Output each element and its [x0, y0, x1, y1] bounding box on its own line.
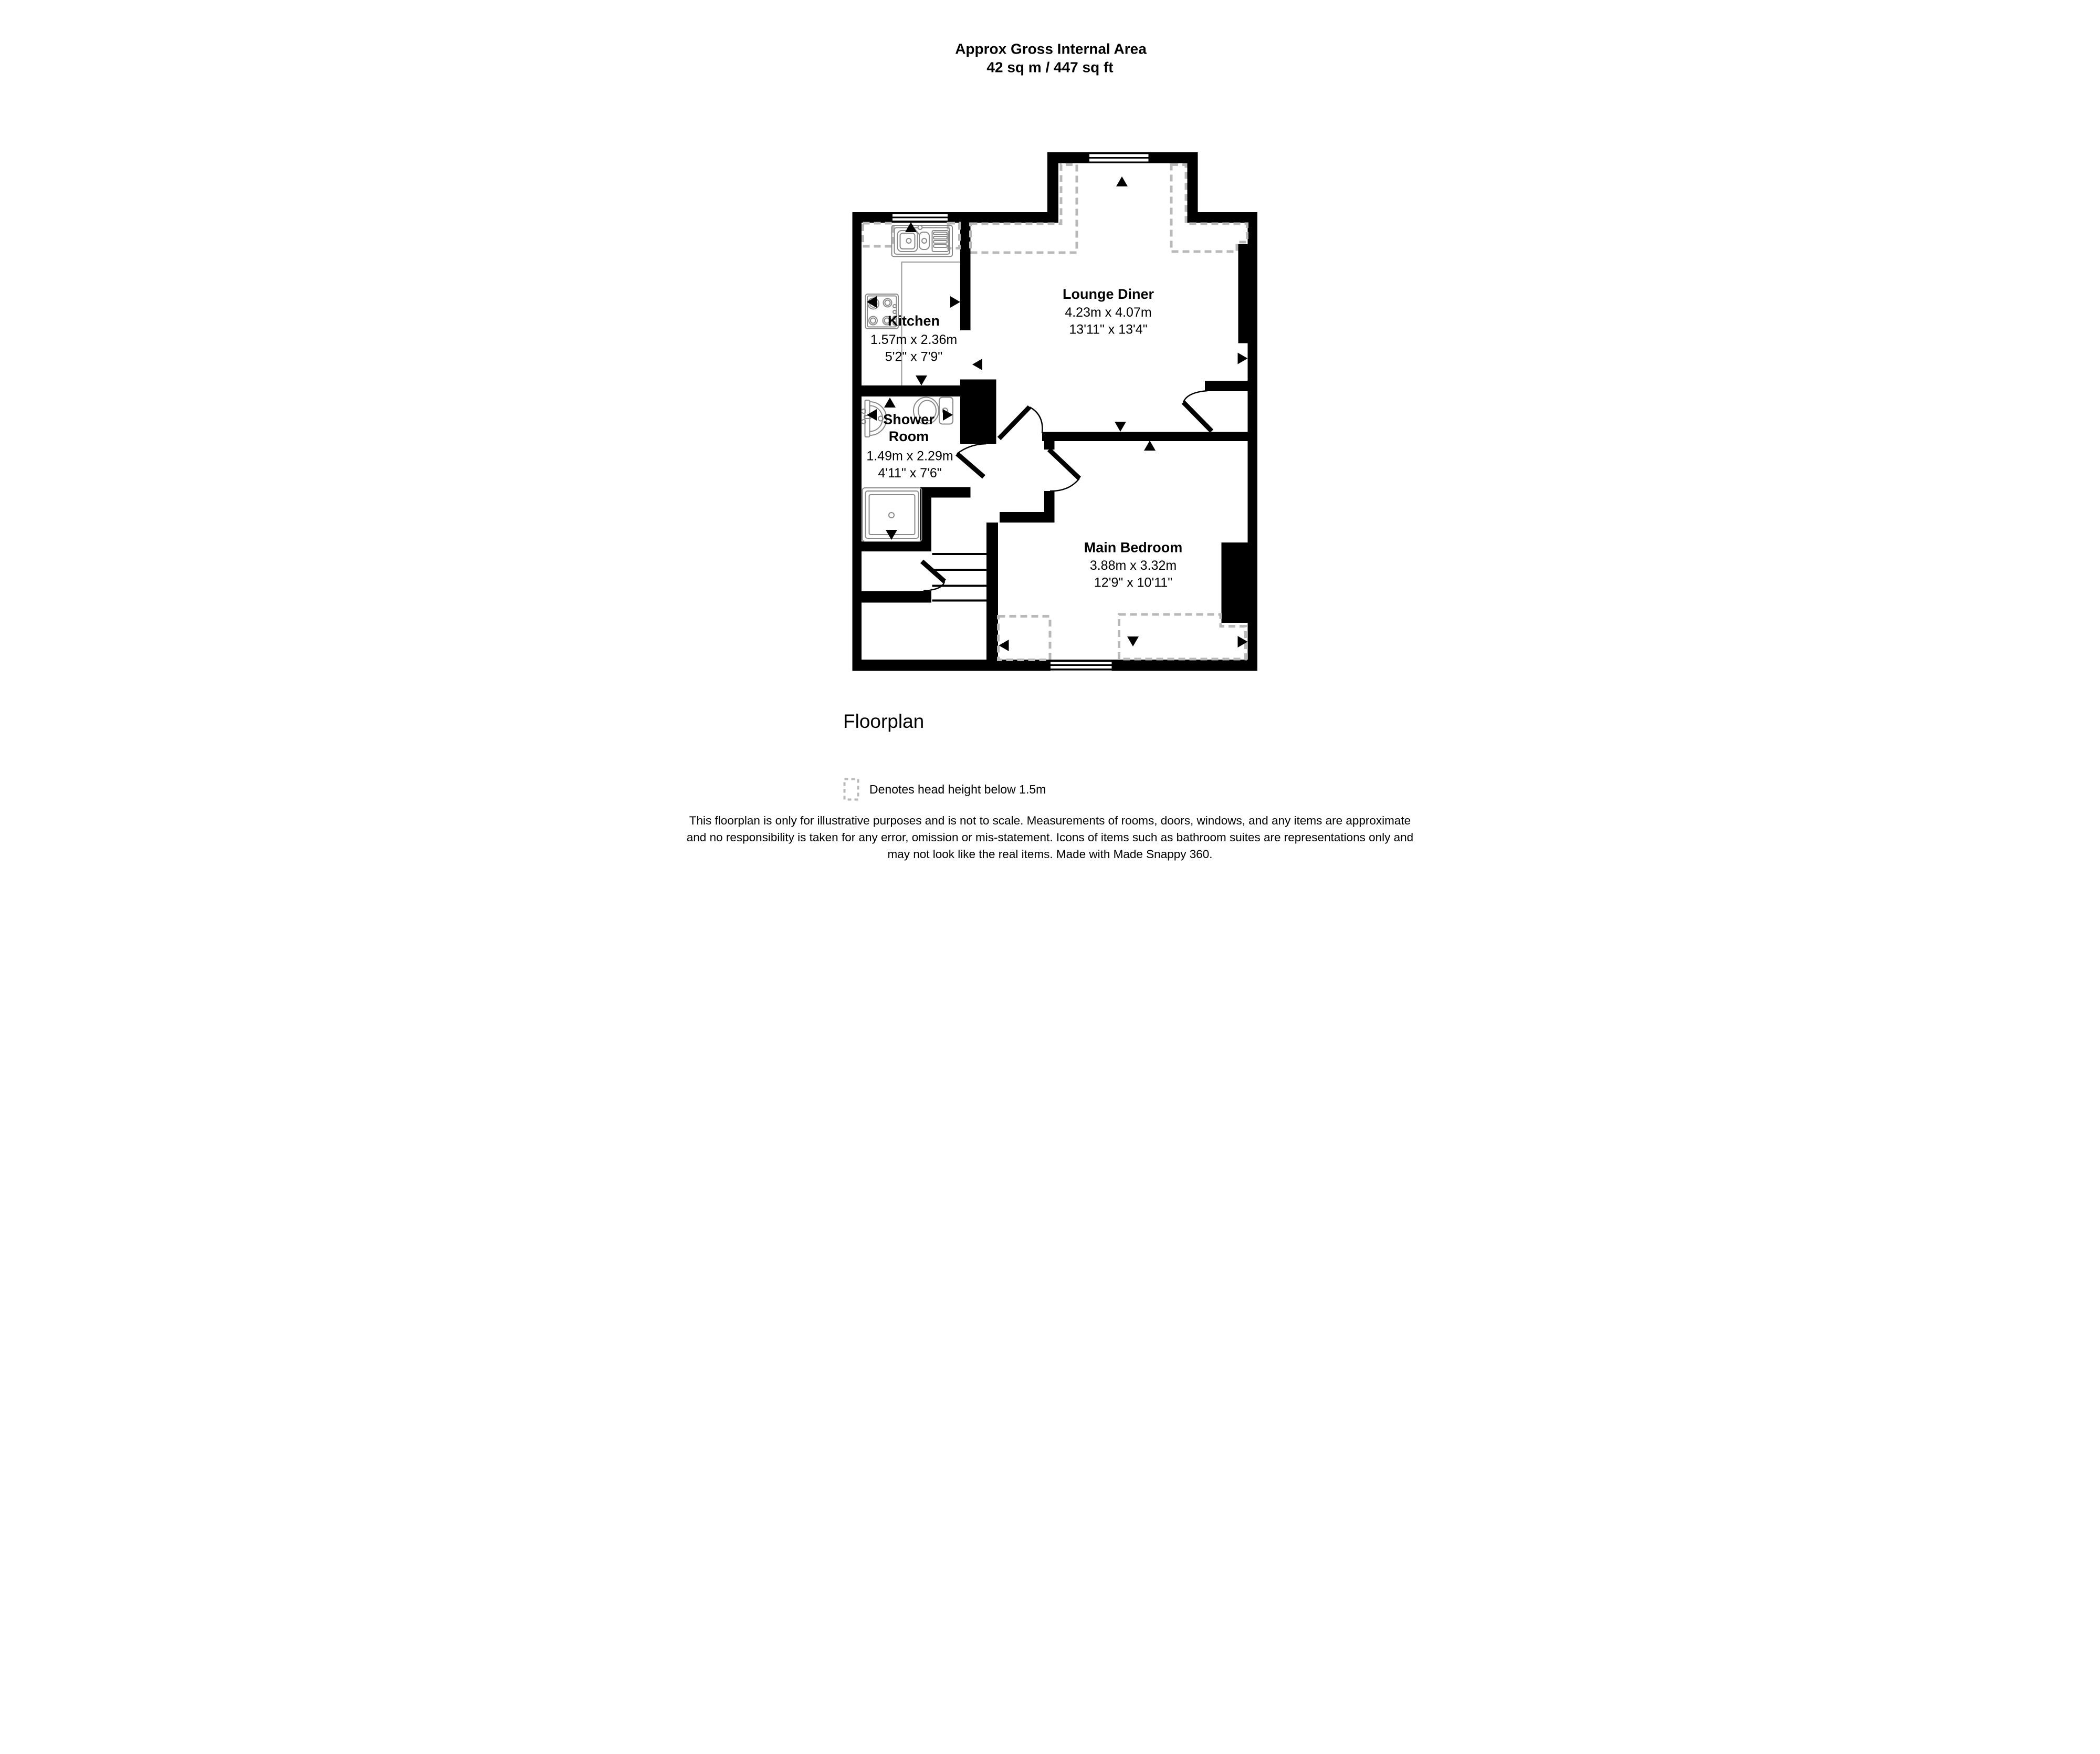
lounge-name-label: Lounge Diner — [1063, 286, 1154, 302]
camera-arrow-icon — [1116, 176, 1128, 186]
floorplan-canvas — [525, 0, 1575, 877]
shower-name-line1-label: Shower — [883, 411, 934, 427]
kitchen-name-label: Kitchen — [887, 313, 940, 329]
disclaimer-line-1: This floorplan is only for illustrative purposes and is not to scale. Measurements of rooms, doors, windows, and any items are approximate — [689, 814, 1411, 827]
head-height-zone-bedroom-left — [999, 617, 1051, 660]
head-height-legend-swatch-icon — [845, 779, 858, 800]
bedroom-door-icon — [1049, 450, 1079, 491]
disclaimer-line-3: may not look like the real items. Made with Made Snappy 360. — [887, 848, 1213, 861]
floorplan-page — [525, 0, 1575, 877]
bedroom-metric-label: 3.88m x 3.32m — [1089, 558, 1177, 573]
head-height-zone-lounge-right — [1171, 165, 1247, 252]
kitchen-window-icon — [892, 213, 948, 222]
lounge-imperial-label: 13'11" x 13'4" — [1069, 322, 1148, 337]
lounge-cupboard-door-icon — [1183, 391, 1212, 431]
disclaimer-line-2: and no responsibility is taken for any error, omission or mis-statement. Icons of items such as bathroom suites are representations only and — [686, 831, 1414, 844]
camera-arrow-icon — [950, 296, 960, 308]
legend-text: Denotes head height below 1.5m — [869, 782, 1046, 796]
bedroom-imperial-label: 12'9" x 10'11" — [1094, 575, 1173, 590]
head-height-zone-kitchen-left — [863, 223, 894, 246]
camera-arrow-icon — [1127, 636, 1139, 646]
gross-internal-area-value: 42 sq m / 447 sq ft — [986, 59, 1114, 76]
camera-arrow-icon — [1238, 353, 1248, 364]
shower-name-line2-label: Room — [888, 429, 929, 444]
disclaimer — [687, 814, 1413, 861]
camera-arrow-icon — [884, 398, 896, 408]
head-height-zone-lounge-left — [971, 165, 1077, 253]
floorplan-heading: Floorplan — [843, 711, 925, 732]
legend — [845, 779, 1046, 800]
kitchen-metric-label: 1.57m x 2.36m — [870, 332, 958, 347]
camera-arrow-icon — [1115, 422, 1126, 432]
gross-internal-area-title: Approx Gross Internal Area — [955, 40, 1147, 57]
kitchen-sink-icon — [892, 225, 953, 257]
shower-room-door-icon — [957, 444, 986, 477]
kitchen-imperial-label: 5'2" x 7'9" — [885, 349, 943, 364]
entrance-door-icon — [999, 407, 1043, 438]
camera-arrow-icon — [916, 375, 927, 385]
shower-metric-label: 1.49m x 2.29m — [866, 448, 953, 464]
bedroom-window-icon — [1051, 661, 1112, 671]
shower-imperial-label: 4'11" x 7'6" — [878, 466, 942, 481]
camera-arrow-icon — [972, 359, 982, 370]
bay-window-icon — [1089, 153, 1149, 163]
camera-arrow-icon — [1144, 441, 1156, 451]
camera-arrow-icon — [999, 640, 1009, 651]
bedroom-name-label: Main Bedroom — [1084, 539, 1183, 556]
lounge-metric-label: 4.23m x 4.07m — [1065, 305, 1152, 320]
